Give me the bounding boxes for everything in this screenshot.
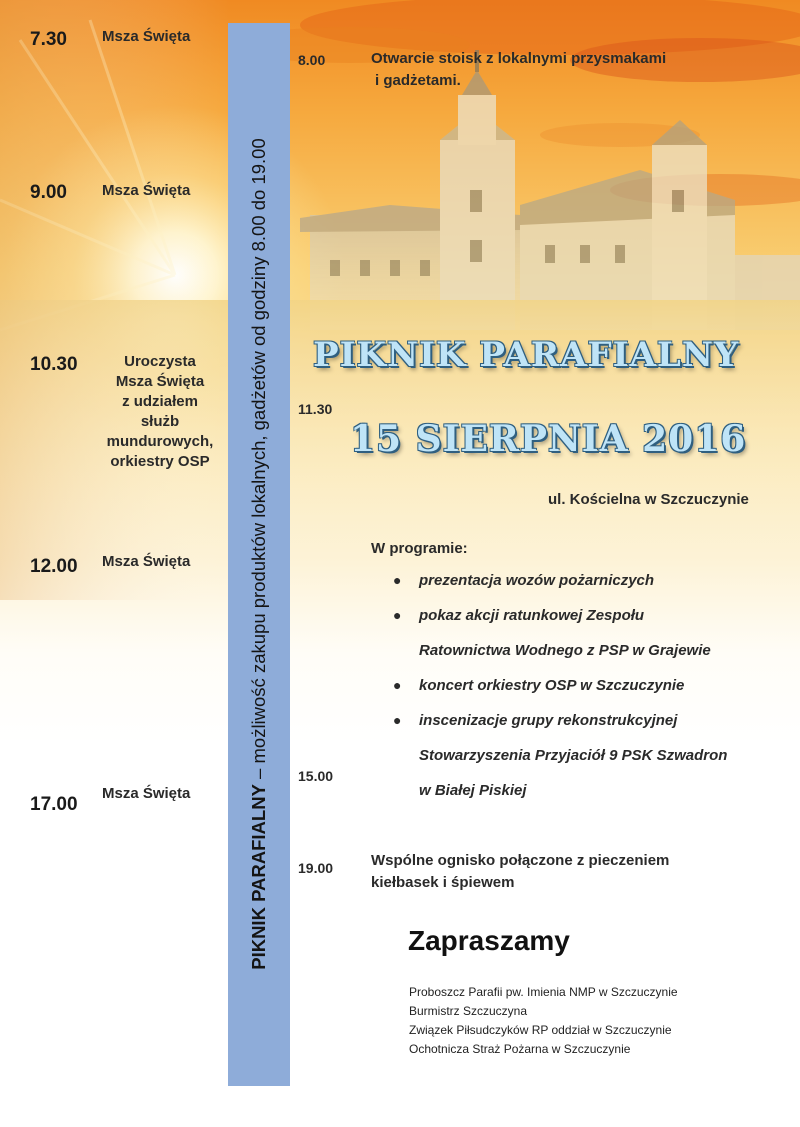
vertical-banner-text bbox=[248, 138, 270, 970]
event-line: kiełbasek i śpiewem bbox=[371, 874, 515, 891]
time-label: 8.00 bbox=[298, 52, 326, 68]
event-label: Msza Święta bbox=[102, 28, 191, 45]
time-label: 11.30 bbox=[298, 401, 333, 417]
list-item-line: koncert orkiestry OSP w Szczuczynie bbox=[419, 677, 685, 694]
event-line: służb bbox=[140, 413, 180, 430]
time-label: 17.00 bbox=[30, 794, 78, 815]
event-date: 15 SIERPNIA 2016 bbox=[350, 418, 747, 460]
list-item-line: pokaz akcji ratunkowej Zespołu bbox=[419, 607, 645, 624]
program-list bbox=[393, 563, 793, 822]
event-line: Wspólne ognisko połączone z pieczeniem bbox=[371, 852, 670, 869]
time-label: 12.00 bbox=[30, 556, 78, 577]
list-item-line: inscenizacje grupy rekonstrukcyjnej bbox=[419, 712, 678, 729]
list-item bbox=[393, 563, 793, 598]
bullet-icon: ● bbox=[393, 712, 402, 728]
event-solemn-mass bbox=[96, 352, 224, 472]
event-location: ul. Kościelna w Szczuczynie bbox=[548, 491, 749, 508]
list-item-line: Ratownictwa Wodnego z PSP w Grajewie bbox=[419, 642, 711, 659]
event-line: Otwarcie stoisk z lokalnymi przysmakami bbox=[371, 50, 667, 67]
event-line: orkiestry OSP bbox=[110, 453, 210, 470]
banner-title: PIKNIK PARAFIALNY bbox=[248, 784, 269, 970]
event-line: Msza Święta bbox=[115, 373, 205, 390]
event-stalls-opening bbox=[371, 48, 666, 92]
organizer-item: Proboszcz Parafii pw. Imienia NMP w Szczuczynie bbox=[409, 985, 678, 999]
event-bonfire bbox=[371, 850, 669, 894]
list-item-line: prezentacja wozów pożarniczych bbox=[419, 572, 655, 589]
event-line: z udziałem bbox=[122, 393, 198, 410]
time-label: 10.30 bbox=[30, 354, 78, 375]
event-label: Msza Święta bbox=[102, 553, 191, 570]
organizer-item: Ochotnicza Straż Pożarna w Szczuczynie bbox=[409, 1042, 631, 1056]
bullet-icon: ● bbox=[393, 677, 402, 693]
bullet-icon: ● bbox=[393, 607, 402, 623]
list-item-line: w Białej Piskiej bbox=[419, 782, 527, 799]
invite-heading: Zapraszamy bbox=[408, 925, 570, 956]
banner-description: – możliwość zakupu produktów lokalnych, gadżetów od godziny 8.00 do 19.00 bbox=[248, 138, 269, 785]
time-label: 7.30 bbox=[30, 29, 67, 50]
organizer-item: Związek Piłsudczyków RP oddział w Szczuczynie bbox=[409, 1023, 672, 1037]
event-title: PIKNIK PARAFIALNY bbox=[313, 335, 740, 375]
event-label: Msza Święta bbox=[102, 182, 191, 199]
time-label: 9.00 bbox=[30, 182, 67, 203]
event-line: i gadżetami. bbox=[375, 72, 461, 89]
event-line: mundurowych, bbox=[106, 433, 214, 450]
program-heading: W programie: bbox=[371, 540, 468, 557]
time-label: 19.00 bbox=[298, 860, 334, 876]
bullet-icon: ● bbox=[393, 572, 402, 588]
time-label: 15.00 bbox=[298, 768, 334, 784]
event-line: Uroczysta bbox=[124, 353, 196, 370]
list-item bbox=[393, 703, 793, 808]
organizer-item: Burmistrz Szczuczyna bbox=[409, 1004, 528, 1018]
list-item-line: Stowarzyszenia Przyjaciół 9 PSK Szwadron bbox=[419, 747, 728, 764]
event-label: Msza Święta bbox=[102, 785, 191, 802]
list-item bbox=[393, 598, 793, 668]
organizers-list bbox=[409, 983, 678, 1059]
list-item bbox=[393, 668, 793, 703]
